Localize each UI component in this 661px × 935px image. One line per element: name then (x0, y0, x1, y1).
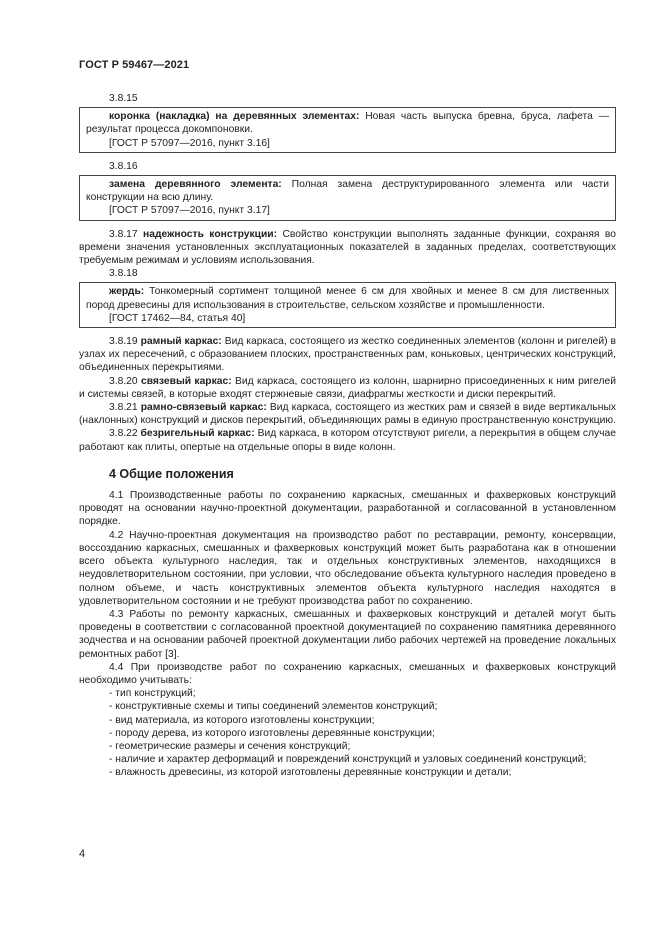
term-number: 3.8.22 (109, 428, 141, 440)
term-name: надежность конструкции: (143, 228, 278, 240)
paragraph-4-3: 4.3 Работы по ремонту каркасных, смешанных и фахверковых конструкций и деталей могут быть проведены в соответствии с согласованной проектной документацией по сохранению памятника деревянного зодчества и на основании рабочей проектной документации либо рабочих чертежей на проведение локальных ремонтных работ [3]. (79, 608, 616, 660)
term-text: Вид каркаса, состоящего из жестких рам и связей в виде вертикальных (наклонных) конструкций и дисков перекрытий, объединяющих рамы в единую пространственную конструкцию. (79, 402, 616, 427)
term-reference: [ГОСТ 17462—84, статья 40] (109, 312, 246, 324)
term-name: коронка (накладка) на деревянных элементах: (109, 111, 360, 123)
term-paragraph (79, 401, 616, 427)
term-text: Вид каркаса, состоящего из колонн, шарнирно присоединенных к ним ригелей и системы связей, в которые входят стержневые связи, диафрагмы жесткости и диски перекрытий. (79, 375, 616, 400)
section-title: 4 Общие положения (109, 466, 234, 481)
term-number: 3.8.19 (109, 336, 141, 348)
term-text: Полная замена деструктурированного элемента или части конструкции на всю длину. (86, 179, 609, 204)
term-name: связевый каркас: (140, 375, 232, 387)
list-item: - геометрические размеры и сечения конструкций; (109, 740, 351, 752)
term-name: рамный каркас: (140, 336, 222, 348)
term-box (79, 282, 616, 328)
term-reference: [ГОСТ Р 57097—2016, пункт 3.17] (109, 205, 270, 217)
term-text: Свойство конструкции выполнять заданные функции, сохраняя во времени значения установленных эксплуатационных показателей в заданных пределах, соответствующих требуемым режимам и условиям использования. (79, 228, 616, 267)
page-number: 4 (79, 848, 86, 860)
term-number: 3.8.15 (109, 93, 138, 104)
list-item: - породу дерева, из которого изготовлены деревянные конструкции; (109, 727, 435, 739)
term-box (79, 175, 616, 221)
term-definition (86, 285, 609, 311)
term-reference: [ГОСТ Р 57097—2016, пункт 3.16] (109, 137, 270, 149)
requirements-list (109, 687, 616, 779)
page-content (79, 92, 616, 780)
term-definition (86, 110, 609, 136)
list-item: - конструктивные схемы и типы соединений элементов конструкций; (109, 701, 438, 713)
term-definition (86, 178, 609, 204)
term-text: Вид каркаса, в котором отсутствуют ригели, а перекрытия в общем случае работают как плиты, опертые на отдельные опоры в виде колонн. (79, 428, 616, 453)
term-paragraph (79, 228, 616, 268)
term-name: безригельный каркас: (140, 428, 255, 440)
term-name: жердь: (109, 286, 145, 298)
term-text: Вид каркаса, состоящего из жестко соединенных элементов (колонн и ригелей) в узлах их пересечений, с образованием плоских, пространственных рам, коньковых, центрических конструкций, объединенных перекрытиями. (79, 336, 616, 374)
term-box (79, 107, 616, 153)
term-paragraph (79, 375, 616, 401)
term-number: 3.8.18 (109, 268, 138, 280)
term-number: 3.8.21 (109, 402, 141, 414)
term-paragraph (79, 427, 616, 453)
term-text: Новая часть выпуска бревна, бруса, лафета — результат процесса докомпоновки. (86, 111, 609, 136)
list-item: - тип конструкций; (109, 688, 196, 700)
list-item: - влажность древесины, из которой изготовлены деревянные конструкции и детали; (109, 767, 512, 779)
paragraph-4-4: 4.4 При производстве работ по сохранению каркасных, смешанных и фахверковых конструкций необходимо учитывать: (79, 661, 616, 686)
term-number: 3.8.20 (109, 375, 141, 387)
paragraph-4-1: 4.1 Производственные работы по сохранению каркасных, смешанных и фахверковых конструкций проводят на основании научно-проектной документации, разработанной и согласованной в установленном порядке. (79, 490, 616, 528)
list-item: - наличие и характер деформаций и повреждений конструкций и узловых соединений конструкций; (109, 754, 587, 766)
paragraph-4-2: 4.2 Научно-проектная документация на производство работ по реставрации, ремонту, консервации, воссозданию каркасных, смешанных и фахверковых конструкций может быть разработана как в отношении всего объекта культурного наследия, так и отдельных конструктивных элементов, находящихся в неудовлетворительном состоянии, при условии, что обследование объекта культурного наследия проведено в полном объеме, и часть конструктивных элементов объекта культурного наследия находятся в удовлетворительном состоянии и не требуют производства работ по сохранению. (79, 529, 616, 607)
document-header: ГОСТ Р 59467—2021 (79, 59, 190, 71)
term-paragraph (79, 335, 616, 375)
term-number: 3.8.16 (109, 160, 138, 172)
term-text: Тонкомерный сортимент толщиной менее 6 см для хвойных и менее 8 см для лиственных пород древесины для использования в строительстве, сельском хозяйстве и промышленности. (86, 286, 609, 311)
term-name: рамно-связевый каркас: (140, 402, 267, 414)
term-number: 3.8.17 (109, 228, 144, 240)
term-name: замена деревянного элемента: (109, 179, 282, 191)
list-item: - вид материала, из которого изготовлены конструкции; (109, 714, 375, 726)
